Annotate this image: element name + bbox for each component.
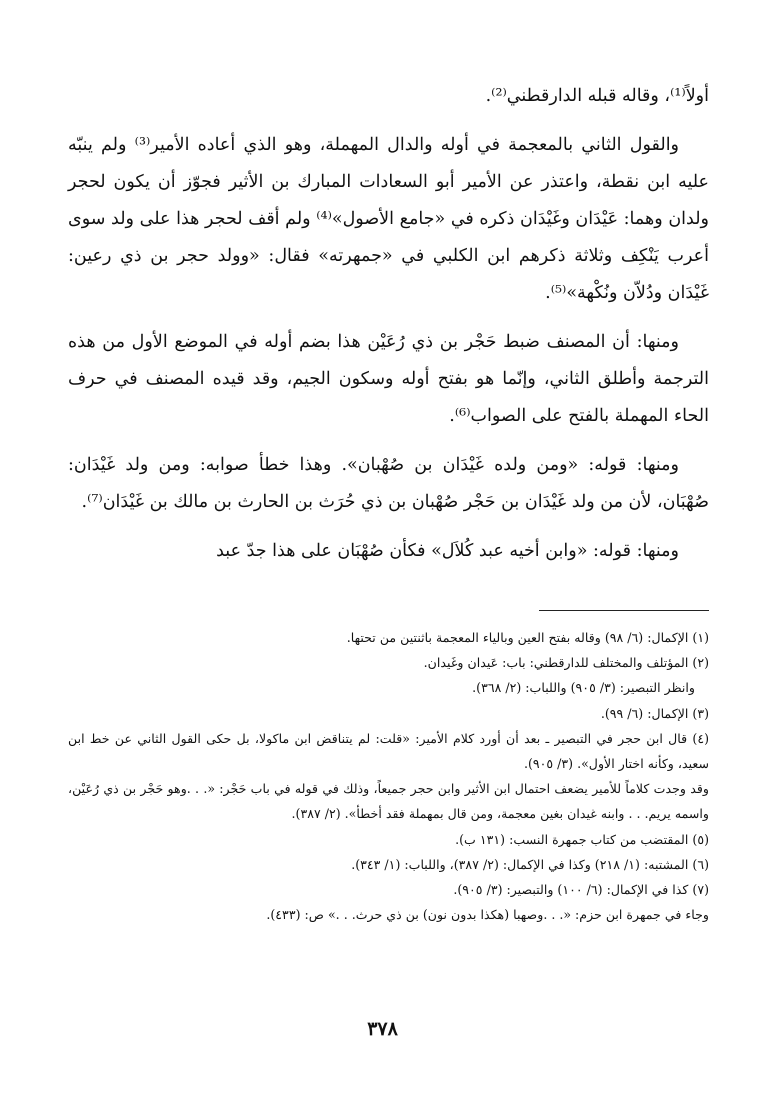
paragraph-2: والقول الثاني بالمعجمة في أوله والدال المهملة، وهو الذي أعاده الأمير⁽³⁾ ولم ينبّه عليه ابن نقطة، واعتذر عن الأمير أبو السعادات المبارك بن الأثير فجوّز أن يكون لحجر ولدان وهما: عَيْدَان وغَيْدَان ذكره في «جامع الأصول»⁽⁴⁾ ولم أقف لحجر هذا على ولد سوى أعرب يَنْكِف وثلاثة ذكرهم ابن الكلبي في «جمهرته» فقال: «وولد حجر بن ذي رعين: غَيْدَان ودُلاّن ونُكْهة»⁽⁵⁾. (68, 135, 709, 303)
footnotes (68, 625, 709, 927)
document-page (68, 78, 709, 1099)
main-text (68, 78, 709, 570)
footnote-2-continuation: وانظر التبصير: (٣/ ٩٠٥) واللباب: (٢/ ٣٦٨). (472, 680, 695, 696)
page-number: ٣٧٨ (367, 1018, 398, 1040)
footnote-1: (١) الإكمال: (٦/ ٩٨) وقاله بفتح العين وبالياء المعجمة باثنتين من تحتها. (346, 630, 709, 645)
paragraph-5: ومنها: قوله: «وابن أخيه عبد كُلاَل» فكأن صُهْبَان على هذا جدّ عبد (216, 541, 679, 561)
footnote-5: (٥) المقتضب من كتاب جمهرة النسب: (١٣١ ب). (455, 831, 709, 847)
footnote-7: (٧) كذا في الإكمال: (٦/ ١٠٠) والتبصير: (٣/ ٩٠٥). (453, 882, 709, 898)
paragraph-1: أولاً⁽¹⁾، وقاله قبله الدارقطني⁽²⁾. (485, 86, 709, 106)
footnote-2: (٢) المؤتلف والمختلف للدارقطني: باب: عَيدان وغَيدان. (423, 655, 709, 671)
footnote-7-continuation: وجاء في جمهرة ابن حزم: «. . .وصهبا (هكذا بدون نون) بن ذي حرث. . .» ص: (٤٣٣). (266, 907, 709, 923)
paragraph-3: ومنها: أن المصنف ضبط حَجْر بن ذي رُعَيْن هذا بضم أوله في الموضع الأول من هذه الترجمة وأطلق الثاني، وإنّما هو بفتح أوله وسكون الجيم، وقد قيده المصنف في حرف الحاء المهملة بالفتح على الصواب⁽⁶⁾. (68, 332, 709, 426)
footnote-4-continuation: وقد وجدت كلاماً للأمير يضعف احتمال ابن الأثير وابن حجر جميعاً، وذلك في قوله في باب حَجْر: «. . .وهو حَجْر بن ذي رُعَيْن، واسمه يريم. . . وابنه غيدان بغين معجمة، ومن قال بمهملة فقد أخطأ». (٢/ ٣٨٧). (68, 781, 709, 822)
footnote-3: (٣) الإكمال: (٦/ ٩٩). (600, 705, 709, 721)
footnote-4: (٤) قال ابن حجر في التبصير ـ بعد أن أورد كلام الأمير: «قلت: لم يتناقض ابن ماكولا، بل حكى القول الثاني عن خط ابن سعيد، وكأنه اختار الأول». (٣/ ٩٠٥). (68, 730, 709, 772)
paragraph-4: ومنها: قوله: «ومن ولده غَيْدَان بن صُهْبان». وهذا خطأ صوابه: ومن ولد غَيْدَان: صُهْبَان، لأن من ولد غَيْدَان بن حَجْر صُهْبان بن ذي حُرَث بن الحارث بن مالك بن غَيْدَان⁽⁷⁾. (68, 455, 709, 512)
footnote-6: (٦) المشتبه: (١/ ٢١٨) وكذا في الإكمال: (٢/ ٣٨٧)، واللباب: (١/ ٣٤٣). (351, 856, 709, 872)
footnote-separator (539, 610, 709, 611)
